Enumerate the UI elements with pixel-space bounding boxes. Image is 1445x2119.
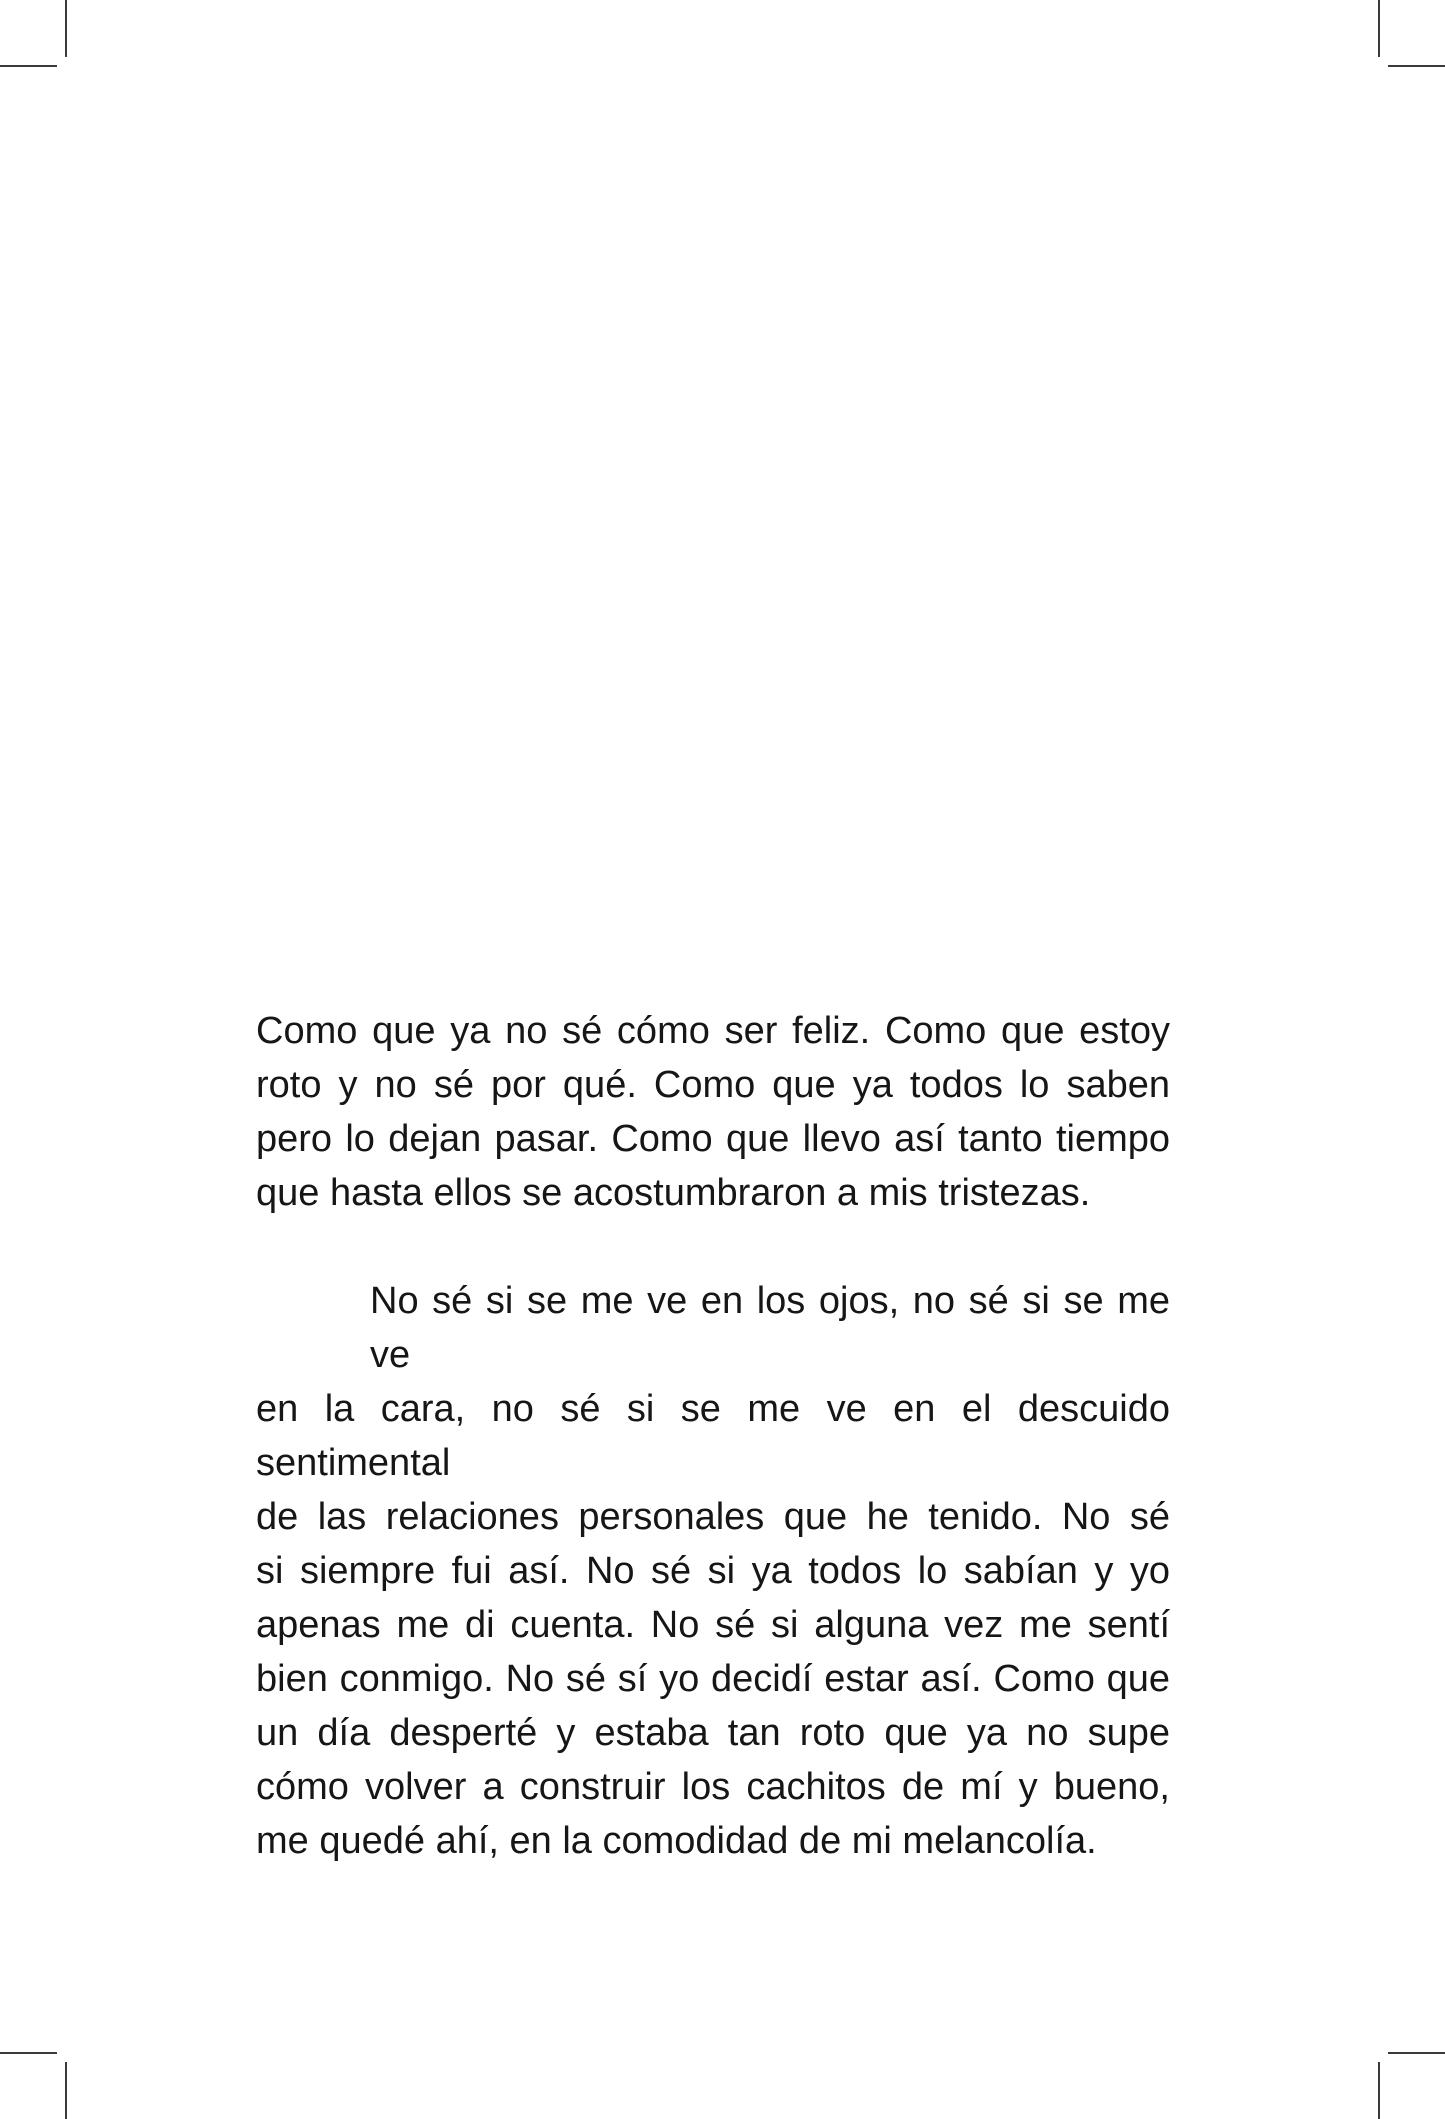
text-line: si siempre fui así. No sé si ya todos lo sabían y yo: [256, 1550, 1170, 1592]
text-line: No sé si se me ve en los ojos, no sé si se me ve: [370, 1280, 1170, 1376]
crop-mark-bottom-right-horizontal: [1388, 2052, 1445, 2054]
text-line: roto y no sé por qué. Como que ya todos lo saben: [256, 1064, 1170, 1106]
text-line: que hasta ellos se acostumbraron a mis tristezas.: [256, 1172, 1091, 1214]
text-line: bien conmigo. No sé sí yo decidí estar así. Como que: [256, 1658, 1170, 1700]
text-line: me quedé ahí, en la comodidad de mi melancolía.: [256, 1820, 1097, 1862]
text-line: cómo volver a construir los cachitos de mí y bueno,: [256, 1766, 1170, 1808]
crop-mark-top-left-horizontal: [0, 65, 57, 67]
text-line: Como que ya no sé cómo ser feliz. Como que estoy: [256, 1010, 1170, 1052]
crop-mark-top-left-vertical: [65, 0, 67, 57]
crop-mark-bottom-left-horizontal: [0, 2052, 57, 2054]
crop-mark-bottom-left-vertical: [65, 2062, 67, 2119]
crop-mark-top-right-vertical: [1378, 0, 1380, 57]
body-text: [256, 1004, 1170, 1868]
text-line: pero lo dejan pasar. Como que llevo así tanto tiempo: [256, 1118, 1170, 1160]
crop-mark-bottom-right-vertical: [1378, 2062, 1380, 2119]
text-line: apenas me di cuenta. No sé si alguna vez me sentí: [256, 1604, 1170, 1646]
text-line: un día desperté y estaba tan roto que ya no supe: [256, 1712, 1170, 1754]
text-line: de las relaciones personales que he tenido. No sé: [256, 1496, 1170, 1538]
paragraph-2: [256, 1274, 1170, 1868]
crop-mark-top-right-horizontal: [1388, 65, 1445, 67]
paragraph-1: [256, 1004, 1170, 1220]
text-line: en la cara, no sé si se me ve en el descuido sentimental: [256, 1388, 1170, 1484]
